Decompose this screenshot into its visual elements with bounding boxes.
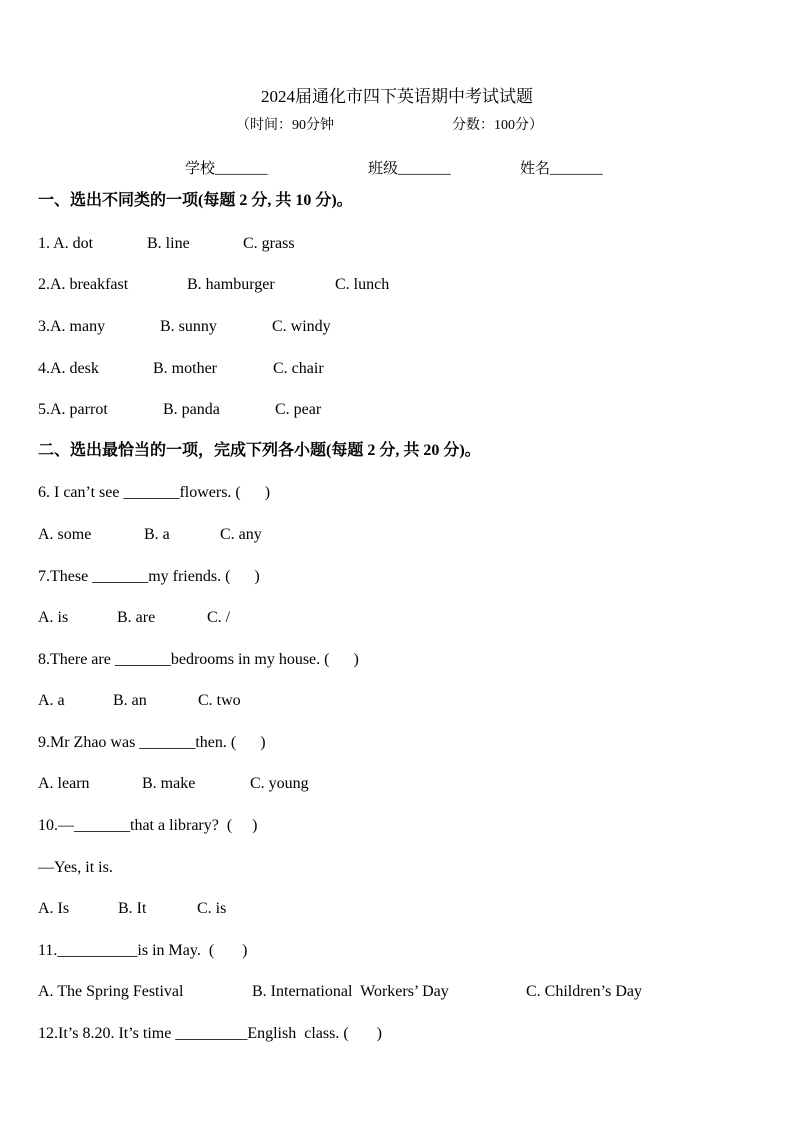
section-2-heading: 二、选出最恰当的一项，完成下列各小题(每题 2 分, 共 20 分)。 bbox=[38, 442, 481, 459]
question-11: 11.__________is in May. ( ) bbox=[38, 942, 248, 959]
q10-option-b: B. It bbox=[118, 900, 147, 917]
q6-option-c: C. any bbox=[220, 526, 262, 543]
q3-option-a: 3.A. many bbox=[38, 318, 106, 335]
exam-score: 分数：100分） bbox=[452, 118, 543, 133]
q11-option-b: B. International Workers’ Day bbox=[252, 983, 449, 1000]
q1-option-a: 1. A. dot bbox=[38, 235, 94, 252]
q8-option-a: A. a bbox=[38, 692, 65, 709]
question-8: 8.There are _______bedrooms in my house. ( ) bbox=[38, 651, 359, 668]
q7-option-c: C. / bbox=[207, 609, 231, 626]
q3-option-c: C. windy bbox=[272, 318, 331, 335]
exam-time: （时间：90分钟 bbox=[236, 118, 334, 133]
q9-option-a: A. learn bbox=[38, 775, 90, 792]
q10-option-a: A. Is bbox=[38, 900, 70, 917]
q1-option-b: B. line bbox=[147, 235, 190, 252]
q10-option-c: C. is bbox=[197, 900, 227, 917]
question-6: 6. I can’t see _______flowers. ( ) bbox=[38, 484, 271, 501]
school-field: 学校_______ bbox=[185, 161, 268, 177]
question-10-reply: —Yes, it is. bbox=[38, 859, 113, 876]
q5-option-c: C. pear bbox=[275, 401, 322, 418]
section-1-heading: 一、选出不同类的一项(每题 2 分, 共 10 分)。 bbox=[38, 192, 353, 209]
question-12: 12.It’s 8.20. It’s time _________English class. ( ) bbox=[38, 1025, 382, 1042]
question-10: 10.—_______that a library? ( ) bbox=[38, 817, 258, 834]
q5-option-b: B. panda bbox=[163, 401, 220, 418]
q1-option-c: C. grass bbox=[243, 235, 295, 252]
q5-option-a: 5.A. parrot bbox=[38, 401, 108, 418]
q11-option-c: C. Children’s Day bbox=[526, 983, 642, 1000]
q2-option-b: B. hamburger bbox=[187, 276, 275, 293]
page-title: 2024届通化市四下英语期中考试试题 bbox=[261, 87, 533, 106]
q4-option-a: 4.A. desk bbox=[38, 360, 99, 377]
q4-option-c: C. chair bbox=[273, 360, 324, 377]
q9-option-b: B. make bbox=[142, 775, 196, 792]
q8-option-c: C. two bbox=[198, 692, 241, 709]
class-field: 班级_______ bbox=[368, 161, 451, 177]
q9-option-c: C. young bbox=[250, 775, 309, 792]
question-7: 7.These _______my friends. ( ) bbox=[38, 568, 260, 585]
q2-option-c: C. lunch bbox=[335, 276, 390, 293]
q7-option-a: A. is bbox=[38, 609, 69, 626]
q4-option-b: B. mother bbox=[153, 360, 217, 377]
name-field: 姓名_______ bbox=[520, 161, 603, 177]
question-9: 9.Mr Zhao was _______then. ( ) bbox=[38, 734, 266, 751]
q2-option-a: 2.A. breakfast bbox=[38, 276, 129, 293]
q6-option-b: B. a bbox=[144, 526, 170, 543]
q6-option-a: A. some bbox=[38, 526, 92, 543]
q7-option-b: B. are bbox=[117, 609, 156, 626]
q11-option-a: A. The Spring Festival bbox=[38, 983, 184, 1000]
q3-option-b: B. sunny bbox=[160, 318, 217, 335]
q8-option-b: B. an bbox=[113, 692, 147, 709]
